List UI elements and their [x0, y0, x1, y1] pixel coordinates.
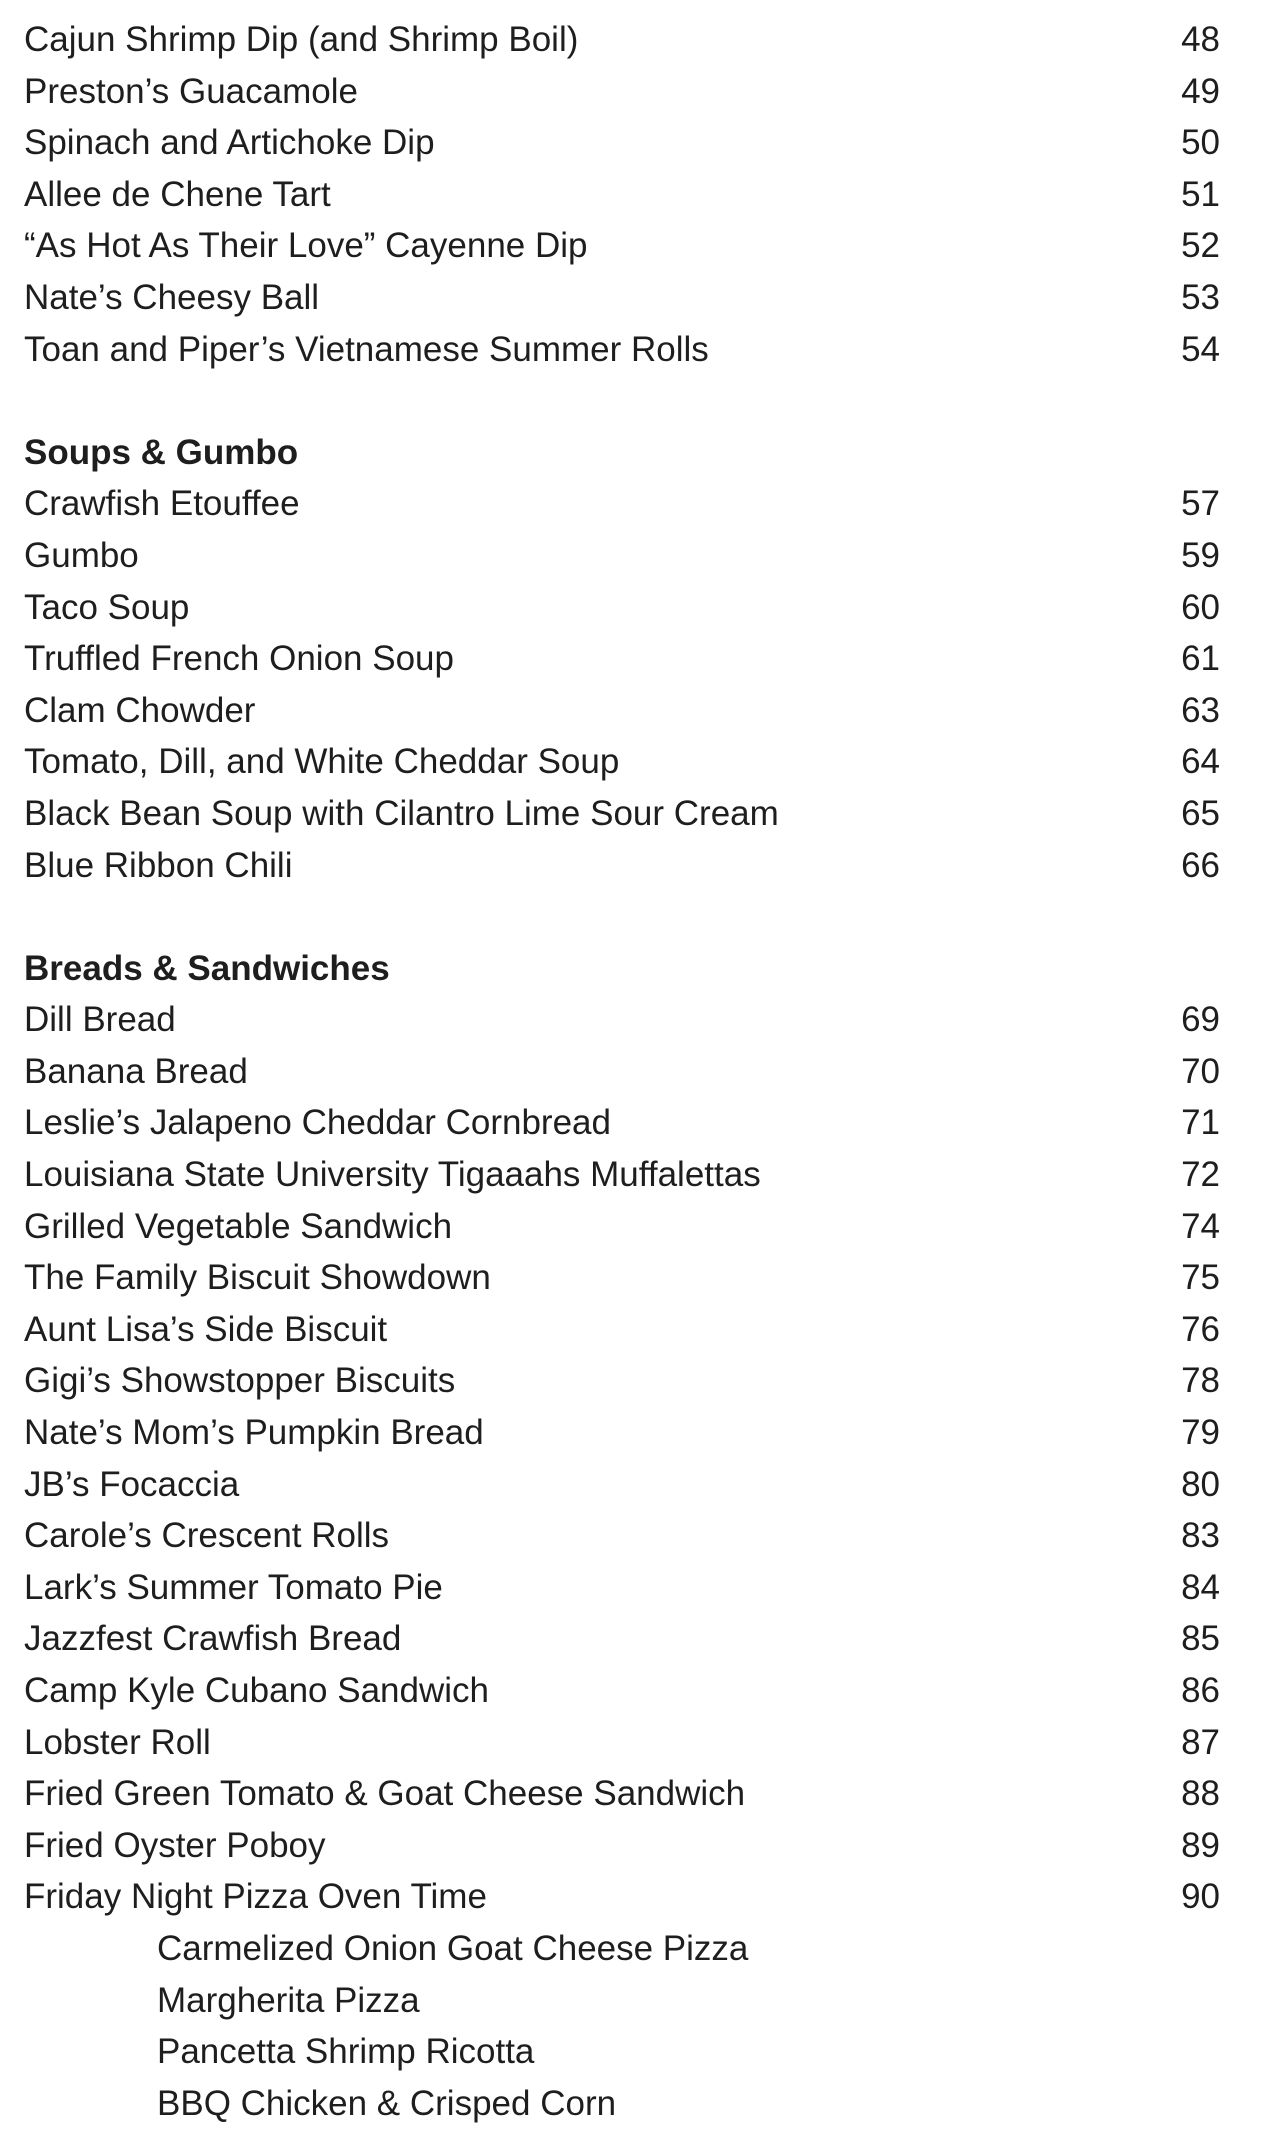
toc-entry-title: The Family Biscuit Showdown — [24, 1258, 491, 1298]
toc-entry-title: Tomato, Dill, and White Cheddar Soup — [24, 742, 620, 782]
toc-entry-page-number: 84 — [1181, 1567, 1220, 1607]
toc-subentry — [24, 2026, 1220, 2078]
toc-entry-title: Truffled French Onion Soup — [24, 639, 454, 679]
toc-entry-page-number: 64 — [1181, 742, 1220, 782]
toc-entry — [24, 1304, 1220, 1356]
toc-entry — [24, 1097, 1220, 1149]
toc-entry-page-number: 51 — [1181, 174, 1220, 214]
toc-entry-page-number: 50 — [1181, 123, 1220, 163]
toc-entry — [24, 633, 1220, 685]
section-heading — [24, 943, 1220, 995]
section-spacer — [24, 891, 1220, 943]
toc-entry-title: Fried Oyster Poboy — [24, 1825, 326, 1865]
toc-entry-page-number: 71 — [1181, 1103, 1220, 1143]
toc-entry-title: Friday Night Pizza Oven Time — [24, 1877, 487, 1917]
toc-entry — [24, 1768, 1220, 1820]
toc-entry — [24, 1355, 1220, 1407]
toc-entry-page-number: 83 — [1181, 1516, 1220, 1556]
toc-entry — [24, 685, 1220, 737]
toc-entry-title: Camp Kyle Cubano Sandwich — [24, 1671, 489, 1710]
toc-entry-page-number: 88 — [1181, 1774, 1220, 1814]
toc-entry-title: Clam Chowder — [24, 690, 256, 730]
toc-entry-title: Toan and Piper’s Vietnamese Summer Rolls — [24, 329, 709, 369]
toc-entry — [24, 1562, 1220, 1614]
section-spacer — [24, 375, 1220, 427]
toc-entry-title: Crawfish Etouffee — [24, 484, 300, 524]
toc-entry — [24, 1201, 1220, 1253]
toc-entry-page-number: 79 — [1181, 1413, 1220, 1453]
toc-entry-page-number: 70 — [1181, 1051, 1220, 1091]
toc-entry-title: Louisiana State University Tigaaahs Muffalettas — [24, 1155, 761, 1195]
toc-entry-page-number: 80 — [1181, 1464, 1220, 1504]
toc-subentry-title: Pancetta Shrimp Ricotta — [157, 2032, 535, 2072]
toc-entry-page-number: 78 — [1181, 1361, 1220, 1401]
toc-entry-page-number: 75 — [1181, 1258, 1220, 1298]
toc-entry-title: Lark’s Summer Tomato Pie — [24, 1567, 443, 1607]
toc-entry-title: Spinach and Artichoke Dip — [24, 123, 435, 163]
toc-entry — [24, 582, 1220, 634]
toc-section — [24, 14, 1220, 375]
toc-entry-title: Taco Soup — [24, 587, 190, 627]
toc-entry — [24, 840, 1220, 892]
toc-entry-page-number: 89 — [1181, 1825, 1220, 1865]
toc-entry-page-number: 85 — [1181, 1619, 1220, 1659]
section-heading-title: Breads & Sandwiches — [24, 948, 390, 988]
toc-entry-page-number: 76 — [1181, 1309, 1220, 1349]
toc-entry-page-number: 61 — [1181, 639, 1220, 679]
toc-entry-title: Cajun Shrimp Dip (and Shrimp Boil) — [24, 20, 579, 59]
toc-entry — [24, 272, 1220, 324]
toc-entry-page-number: 69 — [1181, 1000, 1220, 1040]
toc-subentry-title: Carmelized Onion Goat Cheese Pizza — [157, 1928, 749, 1968]
toc-entry-page-number: 49 — [1181, 71, 1220, 111]
table-of-contents — [24, 14, 1220, 2129]
toc-entry — [24, 788, 1220, 840]
toc-entry-title: “As Hot As Their Love” Cayenne Dip — [24, 226, 588, 266]
toc-entry — [24, 1665, 1220, 1717]
toc-entry — [24, 220, 1220, 272]
toc-entry-title: JB’s Focaccia — [24, 1464, 240, 1504]
toc-entry-title: Gumbo — [24, 535, 139, 575]
toc-entry-page-number: 60 — [1181, 587, 1220, 627]
toc-subentry — [24, 1923, 1220, 1975]
toc-entry — [24, 1613, 1220, 1665]
toc-entry-title: Gigi’s Showstopper Biscuits — [24, 1361, 456, 1401]
toc-entry — [24, 530, 1220, 582]
toc-entry-page-number: 54 — [1181, 329, 1220, 369]
toc-entry-page-number: 86 — [1181, 1671, 1220, 1710]
toc-entry-page-number: 57 — [1181, 484, 1220, 524]
toc-entry-page-number: 74 — [1181, 1206, 1220, 1246]
toc-entry — [24, 736, 1220, 788]
toc-entry — [24, 1717, 1220, 1769]
toc-section — [24, 375, 1220, 891]
toc-entry — [24, 169, 1220, 221]
toc-entry — [24, 1871, 1220, 1923]
toc-entry-page-number: 72 — [1181, 1155, 1220, 1195]
toc-subentry-title: Margherita Pizza — [157, 1980, 420, 2020]
toc-entry-page-number: 59 — [1181, 535, 1220, 575]
toc-entry — [24, 14, 1220, 66]
toc-subentry — [24, 1975, 1220, 2027]
toc-entry — [24, 1459, 1220, 1511]
toc-entry — [24, 1149, 1220, 1201]
toc-entry-title: Carole’s Crescent Rolls — [24, 1516, 390, 1556]
toc-entry-page-number: 90 — [1181, 1877, 1220, 1917]
toc-entry-page-number: 66 — [1181, 845, 1220, 885]
toc-entry-title: Nate’s Cheesy Ball — [24, 277, 320, 317]
toc-entry-title: Black Bean Soup with Cilantro Lime Sour Cream — [24, 793, 779, 833]
toc-entry-page-number: 48 — [1181, 20, 1220, 59]
toc-entry — [24, 1252, 1220, 1304]
toc-entry — [24, 324, 1220, 376]
toc-entry-title: Dill Bread — [24, 1000, 176, 1040]
toc-entry-title: Nate’s Mom’s Pumpkin Bread — [24, 1413, 484, 1453]
toc-entry-page-number: 53 — [1181, 277, 1220, 317]
toc-entry-title: Banana Bread — [24, 1051, 248, 1091]
toc-entry — [24, 1046, 1220, 1098]
section-heading-title: Soups & Gumbo — [24, 432, 299, 472]
toc-entry — [24, 994, 1220, 1046]
toc-entry — [24, 1407, 1220, 1459]
toc-entry-page-number: 63 — [1181, 690, 1220, 730]
toc-entry — [24, 66, 1220, 118]
toc-section — [24, 891, 1220, 2129]
toc-entry-title: Blue Ribbon Chili — [24, 845, 293, 885]
toc-entry-title: Allee de Chene Tart — [24, 174, 331, 214]
toc-subentry-title: BBQ Chicken & Crisped Corn — [157, 2083, 617, 2123]
toc-entry — [24, 1510, 1220, 1562]
toc-entry — [24, 117, 1220, 169]
toc-entry-title: Grilled Vegetable Sandwich — [24, 1206, 453, 1246]
toc-entry-title: Fried Green Tomato & Goat Cheese Sandwich — [24, 1774, 746, 1814]
toc-entry-title: Jazzfest Crawfish Bread — [24, 1619, 402, 1659]
toc-entry-page-number: 52 — [1181, 226, 1220, 266]
toc-entry — [24, 1820, 1220, 1872]
toc-entry-page-number: 65 — [1181, 793, 1220, 833]
toc-entry — [24, 478, 1220, 530]
toc-entry-title: Lobster Roll — [24, 1722, 211, 1762]
toc-entry-title: Leslie’s Jalapeno Cheddar Cornbread — [24, 1103, 611, 1143]
toc-entry-title: Aunt Lisa’s Side Biscuit — [24, 1309, 388, 1349]
toc-entry-page-number: 87 — [1181, 1722, 1220, 1762]
toc-subentry — [24, 2078, 1220, 2130]
toc-entry-title: Preston’s Guacamole — [24, 71, 358, 111]
section-heading — [24, 427, 1220, 479]
